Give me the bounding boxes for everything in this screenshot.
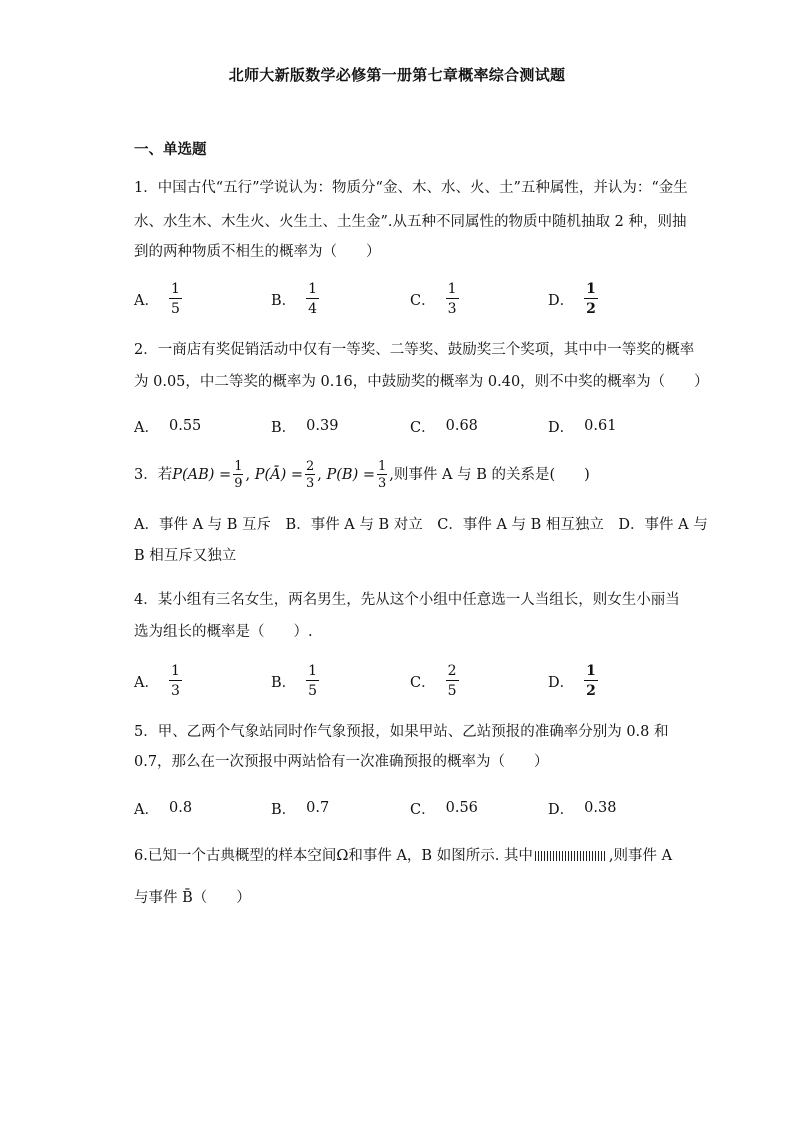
q4-line2: 选为组长的概率是（ ）. — [134, 624, 313, 640]
q2-options — [134, 414, 674, 438]
q2-option-d[interactable]: D． 0.61 — [548, 418, 617, 436]
q1-options — [134, 276, 674, 322]
q4-option-c[interactable]: C． $\frac{2}{5}$ — [410, 663, 457, 699]
fraction: $\frac{1}{3}$ — [378, 459, 387, 491]
q1-option-d[interactable]: D． $\frac{1}{2}$ — [548, 281, 596, 317]
fraction: $\frac{1}{3}$ — [447, 281, 457, 317]
fraction: $\frac{1}{2}$ — [586, 281, 596, 317]
q5-line1: 5．甲、乙两个气象站同时作气象预报，如果甲站、乙站预报的准确率分别为 0.8 和 — [134, 724, 669, 740]
fraction: $\frac{2}{3}$ — [306, 459, 315, 491]
q1-line2: 水、水生木、木生火、火生土、土生金”.从五种不同属性的物质中随机抽取 2 种，则抽 — [134, 214, 687, 230]
q2-line1: 2．一商店有奖促销活动中仅有一等奖、二等奖、鼓励奖三个奖项，其中中一等奖的概率 — [134, 342, 695, 358]
q4-option-d[interactable]: D． $\frac{1}{2}$ — [548, 663, 596, 699]
q5-line2: 0.7，那么在一次预报中两站恰有一次准确预报的概率为（ ） — [134, 754, 549, 770]
fraction: $\frac{1}{2}$ — [586, 663, 596, 699]
q1-line1: 1．中国古代“五行”学说认为：物质分“金、木、水、火、土”五种属性，并认为：“金生 — [134, 180, 688, 196]
q4-option-a[interactable]: A． $\frac{1}{3}$ — [134, 663, 180, 699]
q5-option-a[interactable]: A． 0.8 — [134, 800, 193, 818]
fraction: $\frac{1}{4}$ — [308, 281, 318, 317]
q6-line1: 6.已知一个古典概型的样本空间Ω和事件 A，B 如图所示. 其中 ,则事件 A — [134, 848, 673, 864]
q2-option-b[interactable]: B． 0.39 — [271, 418, 339, 436]
fraction: $\frac{1}{9}$ — [234, 459, 243, 491]
q2-line2: 为 0.05，中二等奖的概率为 0.16，中鼓励奖的概率为 0.40，则不中奖的概率为（ ） — [134, 374, 709, 390]
fraction: $\frac{2}{5}$ — [447, 663, 457, 699]
q5-option-d[interactable]: D． 0.38 — [548, 800, 617, 818]
q3-options-line2[interactable]: B 相互斥又独立 — [134, 548, 237, 564]
section-heading: 一、单选题 — [134, 141, 207, 158]
q1-line3: 到的两种物质不相生的概率为（ ） — [134, 244, 381, 260]
page-title: 北师大新版数学必修第一册第七章概率综合测试题 — [228, 66, 566, 84]
q6-line2: 与事件 B̄（ ） — [134, 890, 251, 906]
q5-option-b[interactable]: B． 0.7 — [271, 800, 330, 818]
garbled-formula-image — [535, 851, 607, 861]
q3-options-line1[interactable]: A．事件 A 与 B 互斥 B．事件 A 与 B 对立 C．事件 A 与 B 相互独立 D．事件 A 与 — [134, 517, 708, 533]
q1-option-b[interactable]: B． $\frac{1}{4}$ — [271, 281, 318, 317]
q5-options — [134, 796, 674, 820]
q4-option-b[interactable]: B． $\frac{1}{5}$ — [271, 663, 318, 699]
fraction: $\frac{1}{5}$ — [170, 281, 180, 317]
q3-stem: 3．若 P(AB) = $\frac{1}{9}$ , P(Ā) = $\frac{2}{3}$ , P(B) = $\frac{1}{3}$ ,则事件 A 与 B 的关系是( ) — [134, 459, 590, 491]
q2-option-c[interactable]: C． 0.68 — [410, 418, 478, 436]
q1-option-a[interactable]: A． $\frac{1}{5}$ — [134, 281, 180, 317]
fraction: $\frac{1}{3}$ — [170, 663, 180, 699]
q4-options — [134, 658, 674, 704]
q1-option-c[interactable]: C． $\frac{1}{3}$ — [410, 281, 457, 317]
fraction: $\frac{1}{5}$ — [308, 663, 318, 699]
q2-option-a[interactable]: A． 0.55 — [134, 418, 202, 436]
q5-option-c[interactable]: C． 0.56 — [410, 800, 478, 818]
q4-line1: 4．某小组有三名女生，两名男生，先从这个小组中任意选一人当组长，则女生小丽当 — [134, 592, 680, 608]
